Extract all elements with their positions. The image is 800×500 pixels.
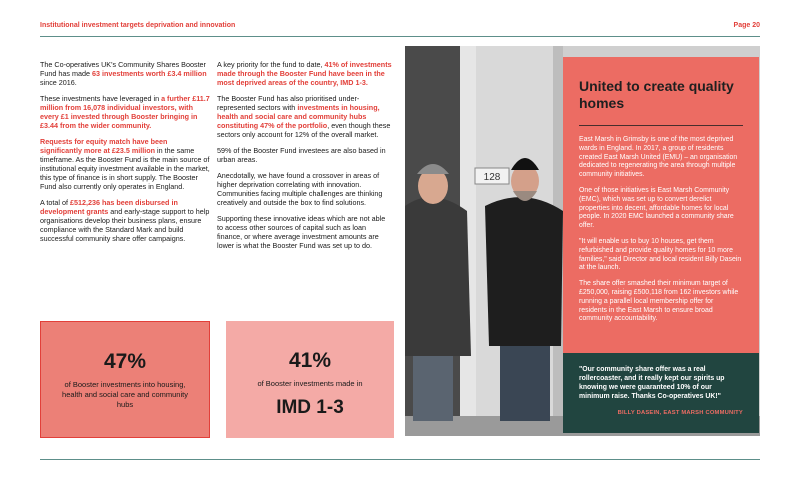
col1-p1-text-end: since 2016. <box>40 78 77 87</box>
stat-2-imd: IMD 1-3 <box>276 397 344 418</box>
col1-paragraph-3 <box>40 137 210 191</box>
panel-paragraph-2: One of those initiatives is East Marsh Community (EMC), which was set up to convert derelict properties into decent, affordable homes for local people. In 2020 EMC launched a community share offer. <box>579 186 734 230</box>
col2-p2-text: The Booster Fund has also prioritised under-represented sectors with <box>217 94 360 112</box>
page-number: Page 20 <box>733 22 760 29</box>
quote-text: "Our community share offer was a real rollercoaster, and it really kept our spirits up knowing we were guaranteed 10% of our minimum raise. Thanks Co-operatives UK!" <box>579 366 725 400</box>
person-right-jacket <box>485 197 563 346</box>
person-right-jeans <box>500 336 550 421</box>
col2-paragraph-2 <box>217 94 392 139</box>
house-number-text: 128 <box>483 172 501 183</box>
case-study-panel <box>563 57 759 353</box>
col2-p2-highlight: investments in housing, health and social care and community hubs constituting 47% of the portfolio <box>217 103 380 130</box>
middle-column <box>217 60 392 257</box>
col2-paragraph-3: 59% of the Booster Fund investees are also based in urban areas. <box>217 146 386 164</box>
panel-paragraph-3: "It will enable us to buy 10 houses, get them refurbished and provide quality homes for 10 more families," said Director and local resident Billy Dasein at the launch. <box>579 237 742 272</box>
panel-title: United to create quality homes <box>579 78 734 111</box>
stat-1-number: 47% <box>103 350 147 373</box>
stat-2-text: of Booster investments made in <box>257 379 363 388</box>
col1-p4-highlight: £512,236 has been disbursed in development grants <box>40 198 178 216</box>
col1-paragraph-1 <box>40 60 210 87</box>
top-divider <box>40 36 760 37</box>
col1-p2-text: These investments have leveraged in <box>40 94 162 103</box>
person-left-jeans <box>413 346 453 421</box>
col1-p3-highlight: Requests for equity match have been significantly more at £23.5 million <box>40 137 168 155</box>
col2-paragraph-1 <box>217 60 392 87</box>
col1-paragraph-2 <box>40 94 210 130</box>
panel-paragraph-4: The share offer smashed their minimum target of £250,000, raising £500,118 from 162 investors while running a parallel local membership offer for residents in the East Marsh to ensure broad community accountability. <box>579 280 739 323</box>
col1-p1-text: The Co-operatives UK's Community Shares Booster Fund has made <box>40 60 206 78</box>
header-title: Institutional investment targets deprivation and innovation <box>40 22 236 29</box>
panel-paragraph-1: East Marsh in Grimsby is one of the most deprived wards in England. In 2017, a group of residents created East Marsh United (EMU) – an organisation dedicated to regenerating the area through multiple community initiatives. <box>579 136 738 179</box>
col1-p3-text: in the same timeframe. As the Booster Fund is the main source of institutional equity investment available in the market, this type of finance is in short supply. The Booster Fund also currently only operates in England. <box>40 146 210 191</box>
stat-2-number: 41% <box>288 349 332 372</box>
col1-p4-text-end: and early-stage support to help organisations develop their business plans, ensure compliance with the Standard Mark and build successful community share offer campaigns. <box>40 207 210 243</box>
bottom-divider <box>40 459 760 460</box>
col2-p1-highlight: 41% of investments made through the Booster Fund have been in the most deprived areas of the country, IMD 1-3. <box>217 60 392 87</box>
panel-divider <box>579 125 743 126</box>
col2-paragraph-4: Anecdotally, we have found a crossover in areas of higher deprivation correlating with innovation. Communities facing multiple challenges are thinking creatively and outside the box to find solutions. <box>217 171 383 207</box>
left-column <box>40 60 210 250</box>
col1-paragraph-4 <box>40 198 210 243</box>
quote-box <box>563 353 759 433</box>
col1-p1-highlight: 63 investments worth £3.4 million <box>91 69 207 78</box>
col2-paragraph-5: Supporting these innovative ideas which are not able to access other sources of capital such as loan finance, or where average investment amounts are lower is what the Booster Fund was set up to do. <box>217 214 386 250</box>
col2-p2-text-end: , even though these sectors only account for 12% of the overall market. <box>217 121 391 139</box>
col1-p4-text: A total of <box>40 198 70 207</box>
stat-box-41 <box>226 321 394 438</box>
col2-p1-text: A key priority for the fund to date, <box>217 60 325 69</box>
quote-attribution: BILLY DASEIN, EAST MARSH COMMUNITY <box>617 410 743 416</box>
col1-p2-highlight: a further £11.7 million from 16,078 individual investors, with every £1 invested through Booster bringing in £3.44 from the wider community. <box>40 94 210 130</box>
person-left-hoodie <box>405 197 471 356</box>
stat-1-text: of Booster investments into housing, health and social care and community hubs <box>62 380 188 409</box>
stat-box-47 <box>40 321 210 438</box>
